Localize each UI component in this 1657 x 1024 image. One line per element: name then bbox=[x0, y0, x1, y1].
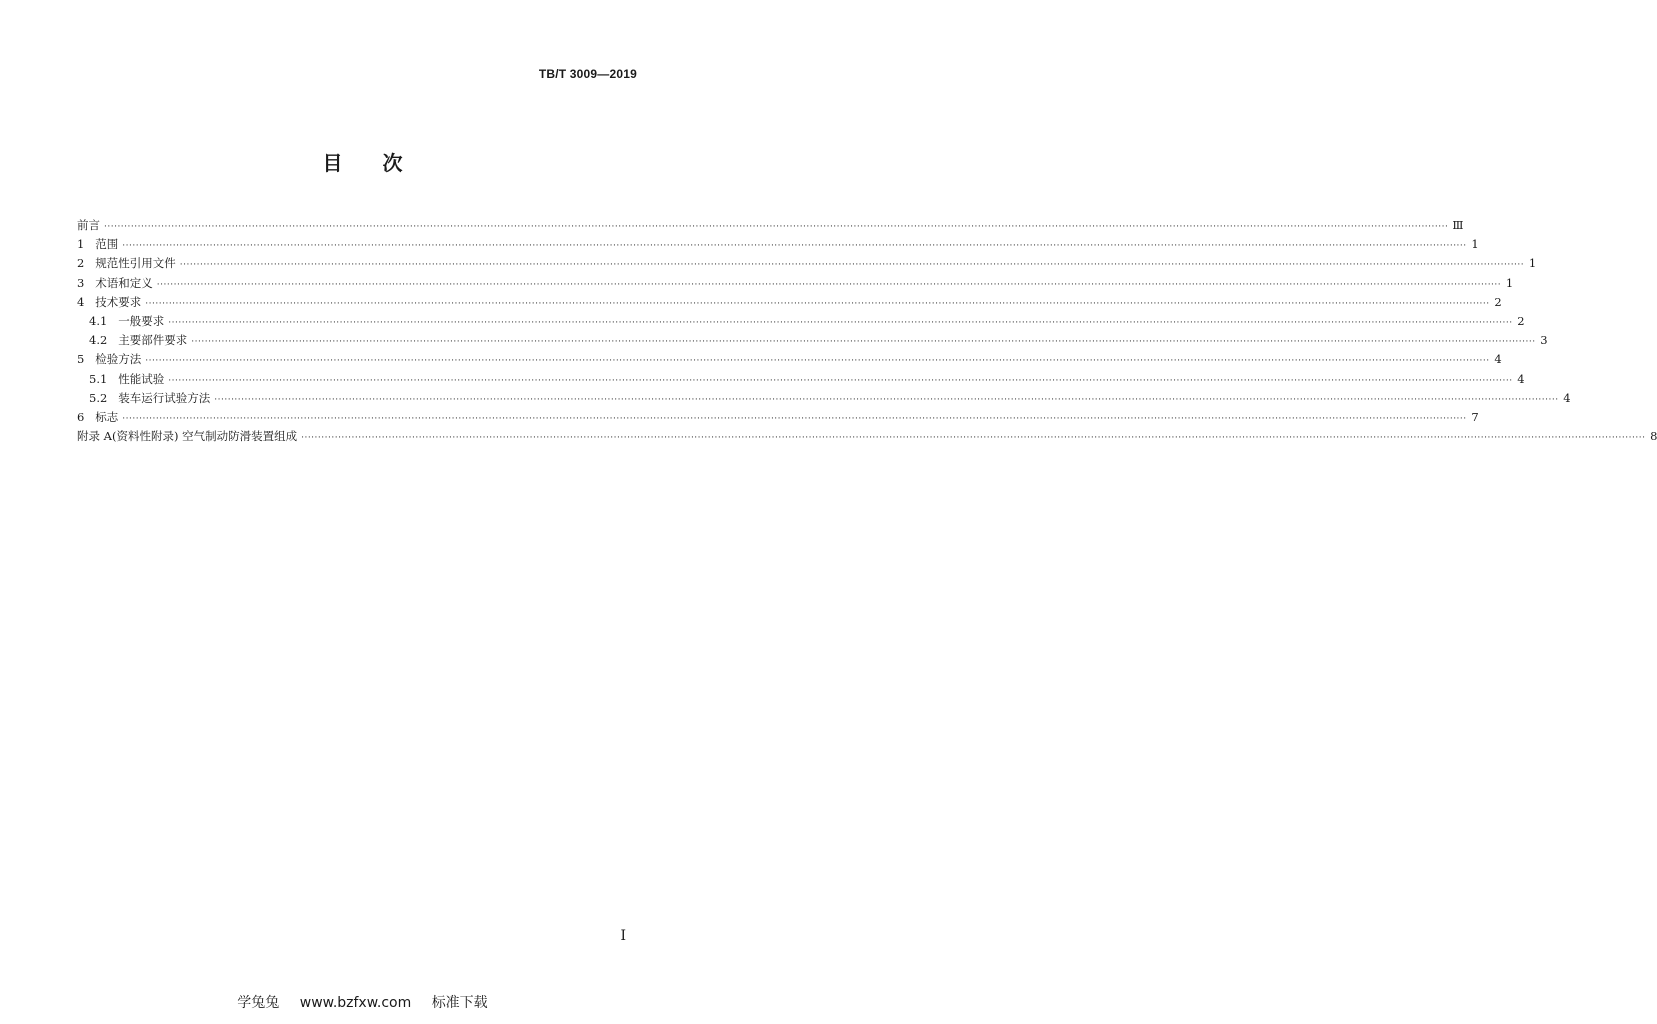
page-title bbox=[0, 147, 725, 176]
toc-entry-number: 5 bbox=[77, 352, 96, 367]
toc-entry[interactable] bbox=[77, 216, 1464, 235]
toc-entry-page: 1 bbox=[1528, 256, 1537, 271]
table-of-contents bbox=[77, 216, 1657, 446]
toc-entry[interactable] bbox=[77, 408, 1479, 427]
toc-entry-label: 标志 bbox=[95, 409, 119, 424]
toc-entry-number: 4.2 bbox=[89, 333, 119, 348]
toc-leader-dots: ················································································································································································································································································································································································································ bbox=[179, 260, 1525, 271]
toc-entry-page: 1 bbox=[1505, 275, 1514, 290]
toc-leader-dots: ················································································································································································································································································································································································································ bbox=[104, 222, 1449, 232]
toc-entry-number: 5.2 bbox=[89, 390, 119, 405]
footer-site-name: 学兔兔 bbox=[237, 995, 280, 1011]
toc-entry-number: 5.1 bbox=[89, 371, 119, 386]
footer-url[interactable]: www.bzfxw.com bbox=[299, 995, 412, 1011]
toc-entry[interactable] bbox=[77, 331, 1548, 350]
toc-entry[interactable] bbox=[77, 312, 1525, 331]
toc-leader-dots: ················································································································································································································································································································································································································ bbox=[156, 279, 1502, 290]
toc-entry-label: 附录 A(资料性附录) 空气制动防滑装置组成 bbox=[77, 429, 298, 444]
toc-entry-number: 4 bbox=[77, 294, 96, 309]
toc-entry-label: 范围 bbox=[95, 237, 119, 252]
page-number: I bbox=[620, 928, 626, 944]
toc-entry-number: 3 bbox=[77, 275, 96, 290]
toc-entry-page: Ⅲ bbox=[1452, 218, 1464, 232]
toc-entry[interactable] bbox=[77, 293, 1502, 312]
toc-entry[interactable] bbox=[77, 370, 1525, 389]
toc-leader-dots: ················································································································································································································································································································································································································ bbox=[145, 298, 1490, 309]
toc-entry-page: 2 bbox=[1494, 294, 1502, 309]
toc-entry-label: 性能试验 bbox=[118, 371, 165, 386]
toc-entry-label: 检验方法 bbox=[95, 352, 142, 367]
toc-entry-page: 7 bbox=[1471, 409, 1479, 424]
toc-entry-label: 一般要求 bbox=[118, 313, 165, 328]
toc-entry-page: 4 bbox=[1517, 371, 1525, 386]
toc-entry-label: 前言 bbox=[77, 218, 100, 232]
toc-entry-label: 技术要求 bbox=[95, 294, 142, 309]
toc-entry-page: 4 bbox=[1563, 390, 1571, 405]
toc-entry-page: 2 bbox=[1517, 313, 1525, 328]
toc-entry-number: 6 bbox=[77, 409, 96, 424]
toc-entry-number: 1 bbox=[77, 237, 96, 252]
toc-leader-dots: ················································································································································································································································································································································································································ bbox=[214, 394, 1559, 405]
toc-leader-dots: ················································································································································································································································································································································································································ bbox=[145, 356, 1490, 367]
title-char-right: 次 bbox=[382, 151, 403, 175]
footer-watermark bbox=[0, 992, 725, 1012]
toc-entry-label: 术语和定义 bbox=[95, 275, 153, 290]
toc-entry[interactable] bbox=[77, 235, 1479, 254]
toc-entry-page: 4 bbox=[1494, 352, 1502, 367]
toc-entry[interactable] bbox=[77, 350, 1502, 369]
toc-leader-dots: ················································································································································································································································································································································································································ bbox=[168, 317, 1513, 328]
toc-entry[interactable] bbox=[77, 427, 1657, 446]
toc-entry-label: 主要部件要求 bbox=[118, 333, 188, 348]
toc-leader-dots: ················································································································································································································································································································································································································ bbox=[168, 375, 1513, 386]
toc-entry-number: 2 bbox=[77, 256, 96, 271]
toc-entry-number: 4.1 bbox=[89, 313, 119, 328]
toc-entry[interactable] bbox=[77, 254, 1537, 273]
toc-leader-dots: ················································································································································································································································································································································································································ bbox=[191, 337, 1536, 348]
toc-entry[interactable] bbox=[77, 389, 1571, 408]
toc-entry-page: 8 bbox=[1650, 429, 1657, 444]
toc-leader-dots: ················································································································································································································································································································································································································ bbox=[301, 433, 1646, 444]
toc-leader-dots: ················································································································································································································································································································································································································ bbox=[122, 413, 1467, 424]
footer-tagline: 标准下载 bbox=[431, 995, 488, 1011]
toc-entry-page: 3 bbox=[1540, 333, 1548, 348]
title-char-left: 目 bbox=[322, 151, 343, 175]
toc-leader-dots: ················································································································································································································································································································································································································ bbox=[122, 241, 1467, 252]
standard-code: TB/T 3009—2019 bbox=[538, 67, 637, 81]
toc-entry-page: 1 bbox=[1471, 237, 1479, 252]
toc-entry-label: 规范性引用文件 bbox=[95, 256, 176, 271]
toc-entry[interactable] bbox=[77, 274, 1514, 293]
toc-entry-label: 装车运行试验方法 bbox=[118, 390, 211, 405]
